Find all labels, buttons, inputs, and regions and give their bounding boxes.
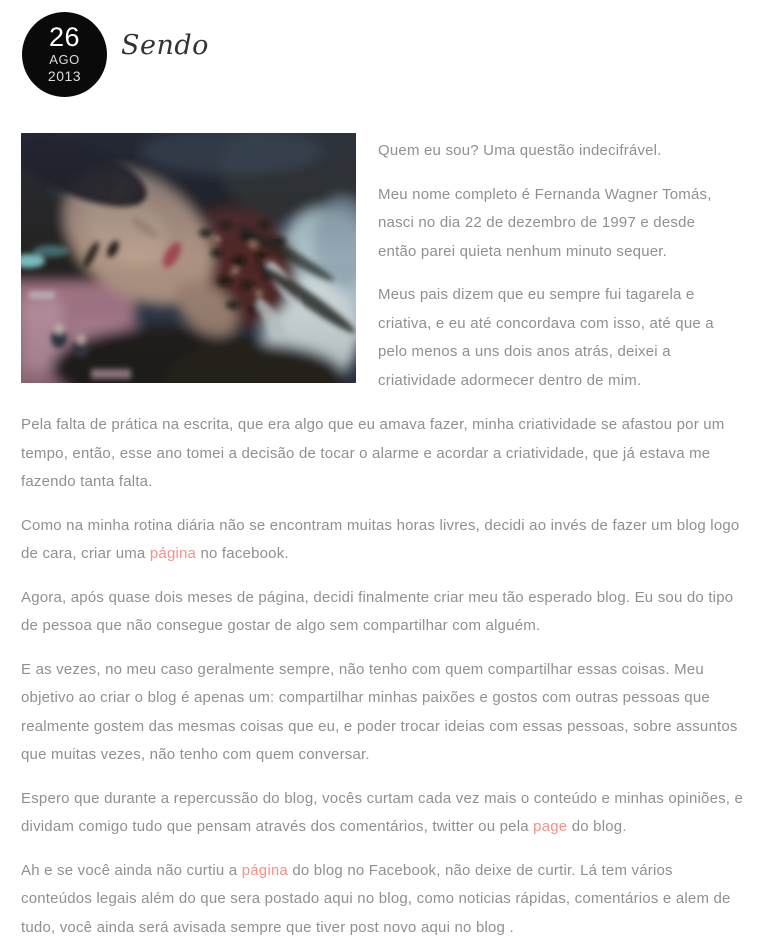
selfie-photo-illustration — [21, 133, 356, 383]
media-row — [21, 133, 770, 395]
paragraph-text: do blog no Facebook, não deixe de curtir. Lá tem vários conteúdos legais além do que sera postado aqui no blog, como noticias rápidas, comentários e alem de tudo, você ainda será avisada sempre que tiver post novo aqui no blog . — [21, 861, 731, 936]
post-paragraph — [21, 584, 747, 641]
post-date-day: 26 — [48, 22, 81, 53]
paragraph-text: Meu nome completo é Fernanda Wagner Tomás, nasci no dia 22 de dezembro de 1997 e desde então parei quieta nenhum minuto sequer. — [378, 185, 712, 260]
inline-link[interactable]: página — [241, 861, 288, 879]
paragraph-text: no facebook. — [196, 545, 289, 562]
post-paragraph — [21, 857, 747, 943]
post-title[interactable]: Sendo — [121, 30, 209, 61]
paragraph-text: Agora, após quase dois meses de página, decidi finalmente criar meu tão esperado blog. Eu sou do tipo de pessoa que não consegue gostar de algo sem compartilhar com alguém. — [21, 588, 734, 634]
paragraph-text: Espero que durante a repercussão do blog, vocês curtam cada vez mais o conteúdo e minhas opiniões, e dividam comigo tudo que pensam através dos comentários, twitter ou pela — [21, 789, 744, 835]
paragraph-text: Ah e se você ainda não curtiu a — [21, 861, 242, 879]
post-paragraph — [21, 411, 747, 497]
paragraph-text: E as vezes, no meu caso geralmente sempre, não tenho com quem compartilhar essas coisas. Meu objetivo ao criar o blog é apenas um: compartilhar minhas paixões e gostos com outras pessoas que realmente gostem das mesmas coisas que eu, e poder trocar ideias com essas pessoas, sobre assuntos que muitas vezes, não tenho com quem conversar. — [21, 660, 738, 763]
paragraph-text: do blog. — [567, 818, 627, 835]
inline-link[interactable]: page — [533, 818, 568, 835]
post-photo — [21, 133, 356, 383]
post-date-month: AGO — [49, 52, 80, 68]
body-paragraphs — [21, 411, 747, 942]
post-header — [0, 0, 770, 97]
paragraph-text: Quem eu sou? Uma questão indecifrável. — [378, 142, 662, 159]
paragraph-text: Como na minha rotina diária não se encontram muitas horas livres, decidi ao invés de fazer um blog logo de cara, criar uma — [21, 516, 740, 562]
post-paragraph — [378, 137, 732, 166]
post-date-badge — [22, 12, 107, 97]
inline-link[interactable]: página — [149, 545, 197, 562]
intro-column — [378, 133, 732, 395]
post-date-year: 2013 — [47, 68, 82, 85]
paragraph-text: Meus pais dizem que eu sempre fui tagarela e criativa, e eu até concordava com isso, até que a pelo menos a uns dois anos atrás, deixei a criatividade adormecer dentro de mim. — [378, 286, 714, 389]
post-paragraph — [21, 512, 747, 569]
post-paragraph — [21, 656, 747, 770]
paragraph-text: Pela falta de prática na escrita, que era algo que eu amava fazer, minha criatividade se afastou por um tempo, então, esse ano tomei a decisão de tocar o alarme e acordar a criatividade, que já estava me fazendo tanta falta. — [21, 416, 725, 490]
post-paragraph — [378, 281, 732, 395]
post-paragraph — [378, 181, 732, 267]
post-paragraph — [21, 785, 747, 842]
